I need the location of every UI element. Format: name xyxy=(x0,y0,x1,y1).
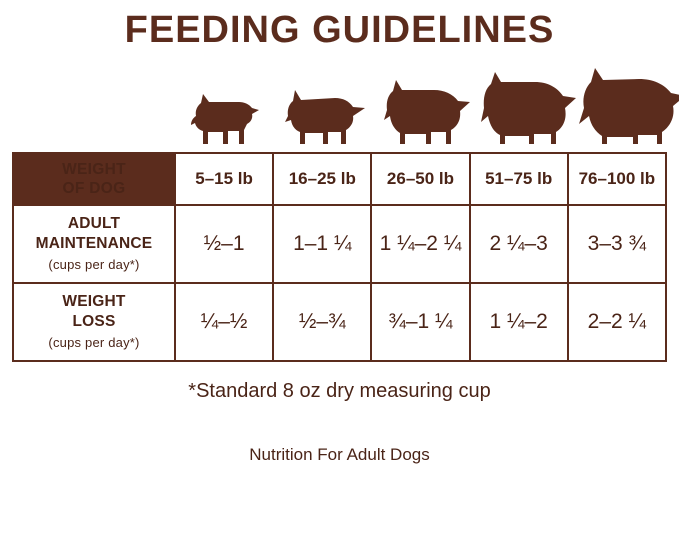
feeding-table xyxy=(12,152,667,362)
pointer-silhouette xyxy=(479,72,579,146)
column-header-2: 16–25 lb xyxy=(273,153,371,205)
column-header-4: 51–75 lb xyxy=(470,153,568,205)
row-label-line2: LOSS xyxy=(72,312,116,330)
footnote: *Standard 8 oz dry measuring cup xyxy=(188,380,491,402)
row-label-sub: (cups per day*) xyxy=(48,334,140,350)
table-header-row xyxy=(13,153,666,205)
tagline: Nutrition For Adult Dogs xyxy=(249,445,430,464)
dog-silhouette-3 xyxy=(377,80,478,146)
cell-adult-3: 1 ¼–2 ¼ xyxy=(371,205,469,283)
chihuahua-silhouette xyxy=(189,94,263,146)
cell-loss-3: ¾–1 ¼ xyxy=(371,283,469,361)
table-row xyxy=(13,283,666,361)
dog-silhouette-5 xyxy=(579,68,679,146)
cell-adult-1: ½–1 xyxy=(175,205,273,283)
corner-label-line2: OF DOG xyxy=(62,180,126,197)
row-label-sub: (cups per day*) xyxy=(48,256,140,272)
cell-loss-5: 2–2 ¼ xyxy=(568,283,666,361)
table-row xyxy=(13,205,666,283)
row-label-line1: ADULT xyxy=(67,214,121,232)
row-label-weight-loss xyxy=(13,283,175,361)
dog-silhouette-row xyxy=(12,60,667,146)
page-title: FEEDING GUIDELINES xyxy=(124,9,555,51)
dog-silhouette-2 xyxy=(276,88,377,146)
cell-adult-5: 3–3 ¾ xyxy=(568,205,666,283)
cell-adult-4: 2 ¼–3 xyxy=(470,205,568,283)
retriever-silhouette xyxy=(579,68,679,146)
corner-label xyxy=(13,153,175,205)
row-label-line2: MAINTENANCE xyxy=(35,234,153,252)
corner-label-line1: WEIGHT xyxy=(62,161,126,178)
cell-loss-1: ¼–½ xyxy=(175,283,273,361)
row-label-adult-maintenance xyxy=(13,205,175,283)
terrier-silhouette xyxy=(285,88,369,146)
dog-silhouette-4 xyxy=(478,72,579,146)
column-header-5: 76–100 lb xyxy=(568,153,666,205)
column-header-1: 5–15 lb xyxy=(175,153,273,205)
row-label-line1: WEIGHT xyxy=(62,292,126,310)
cell-adult-2: 1–1 ¼ xyxy=(273,205,371,283)
column-header-3: 26–50 lb xyxy=(371,153,469,205)
boxer-silhouette xyxy=(382,80,474,146)
cell-loss-2: ½–¾ xyxy=(273,283,371,361)
cell-loss-4: 1 ¼–2 xyxy=(470,283,568,361)
dog-silhouette-1 xyxy=(175,94,276,146)
